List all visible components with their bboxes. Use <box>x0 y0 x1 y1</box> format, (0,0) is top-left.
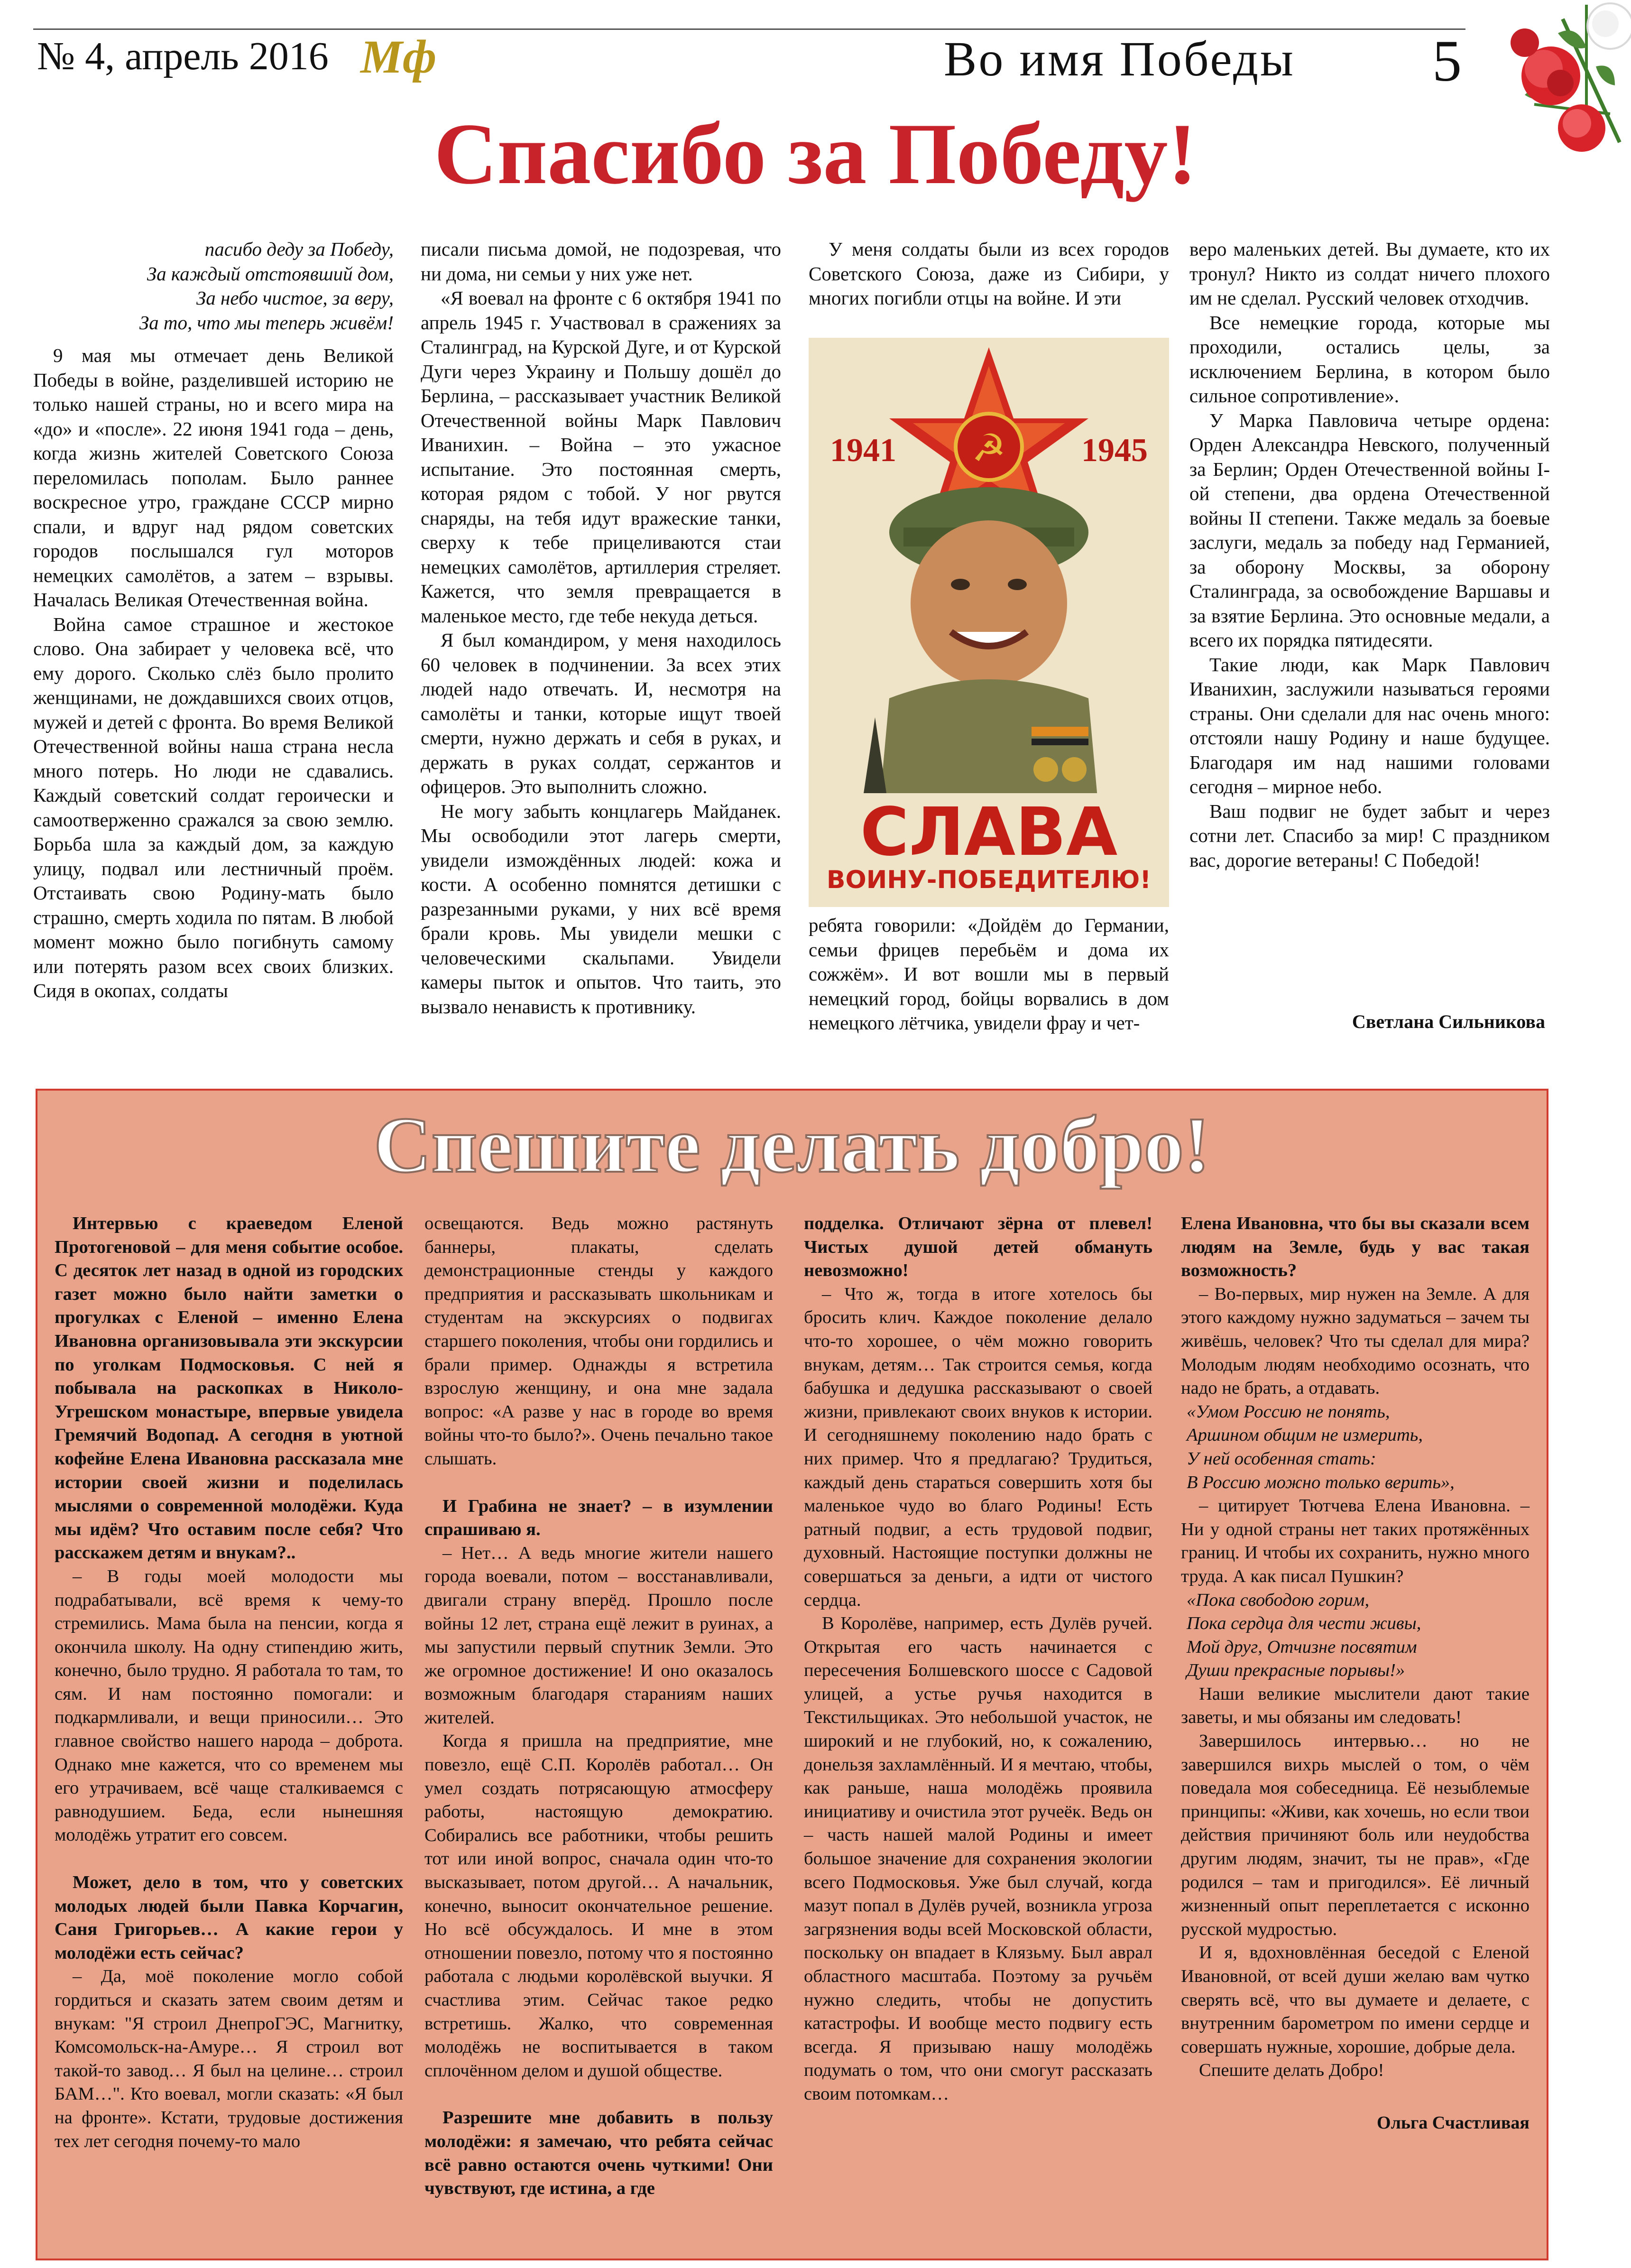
header-rule <box>33 28 1465 30</box>
paragraph: – цитирует Тютчева Елена Ивановна. – Ни у одной страны нет таких протяжённых границ. И чтобы их сохранить, нужно много труда. А как писал Пушкин? <box>1181 1496 1530 1586</box>
section-title: Во имя Победы <box>944 32 1295 86</box>
paragraph: ребята говорили: «Дойдём до Германии, семьи фрицев перебьём и дома их сожжём». И вот вошли мы в первый немецкий город, бойцы ворвались в дом немецкого лётчика, увидели фрау и чет- <box>809 914 1169 1034</box>
verse-line: Пока сердца для чести живы, <box>1187 1613 1421 1634</box>
page-number: 5 <box>1432 28 1462 93</box>
paragraph: И я, вдохновлённая беседой с Еленой Ивановной, от всей души желаю вам чутко сверять всё, что вы думаете и делаете, с внутренним барометром по имени сердце и совершать нужные, хорошие, добрые дела. <box>1181 1943 1530 2057</box>
paragraph: Завершилось интервью… но не завершился вихрь мыслей о том, о чём поведала моя собеседница. Её незыблемые принципы: «Живи, как хочешь, но если твои действия причиняют боль или неудобства другим людям, значит, ты не прав», «Где родился – там и пригодился». Её личный жизненный опыт переплетается с исконно русской мудростью. <box>1181 1731 1530 1939</box>
verse-line: За небо чистое, за веру, <box>196 287 394 309</box>
verse-line: У ней особенная стать: <box>1187 1448 1376 1469</box>
verse-line: «Пока свободою горим, <box>1187 1590 1370 1610</box>
paragraph: 9 мая мы отмечает день Великой Победы в войне, разделившей историю не только нашей страны, но и всего мира на «до» и «после». 22 июня 1941 года – день, когда жизнь жителей Советского Союза переломилась пополам. Было раннее воскресное утро, граждане СССР мирно спали, и вдруг над рядом советских городов послышался гул моторов немецких самолётов, а затем – взрывы. Началась Великая Отечественная война. <box>33 344 394 611</box>
paragraph: писали письма домой, не подозревая, что ни дома, ни семьи у них уже нет. <box>421 238 781 285</box>
interview-column-3 <box>804 1212 1152 2106</box>
paragraph: – Во-первых, мир нужен на Земле. А для этого каждому нужно задуматься – зачем ты живёшь, человек? Что ты сделал для мира? Молодым людям необходимо осознать, что надо не брать, а отдавать. <box>1181 1284 1530 1398</box>
article-title: Спешите делать добро! <box>374 1101 1210 1189</box>
interview-column-2 <box>424 1212 773 2201</box>
article-column-2 <box>421 237 781 1019</box>
verse-line: В Россию можно только верить», <box>1187 1472 1455 1492</box>
paragraph: Ваш подвиг не будет забыт и через сотни лет. Спасибо за мир! С праздником вас, дорогие ветераны! С Победой! <box>1189 800 1550 871</box>
article-column-1 <box>33 237 394 1003</box>
question: подделка. Отличают зёрна от плевел! Чистых душой детей обмануть невозможно! <box>804 1213 1152 1281</box>
poster-year-right: 1945 <box>1081 432 1148 469</box>
paragraph: Когда я пришла на предприятие, мне повезло, ещё С.П. Королёв работал… Он умел создать потрясающую атмосферу работы, настоящую демократию. Собирались все работники, чтобы решить тот или иной вопрос, сначала один что-то высказывает, потом другой… А начальник, конечно, выносит окончательное решение. Но всё обсуждалось. И мне в этом отношении повезло, потому что я постоянно работала с людьми королёвской выучки. Я счастлива этим. Сейчас такое редко встретишь. Жалко, что современная молодёжь не воспитывается в таком сплочённом делом и душой обществе. <box>424 1731 773 2081</box>
issue-label: № 4, апрель 2016 <box>37 34 329 78</box>
paragraph: У Марка Павловича четыре ордена: Орден Александра Невского, полученный за Берлин; Орден Отечественной войны I-ой степени, два ордена Отечественной войны II степени. Также медаль за боевые заслуги, медаль за победу над Германией, за оборону Москвы, за оборону Сталинграда, за освобождение Варшавы и за взятие Берлина. Это основные медали, а всего их порядка пятидесяти. <box>1189 409 1550 651</box>
paragraph: Такие люди, как Марк Павлович Иванихин, заслужили называться героями страны. Они сделали для нас очень много: отстояли нашу Родину и наше будущее. Благодаря им над нашими головами сегодня – мирное небо. <box>1189 653 1550 797</box>
newspaper-logo: Мф <box>360 30 437 83</box>
paragraph: Наши великие мыслители дают такие заветы, и мы обязаны им следовать! <box>1181 1684 1530 1728</box>
interview-column-1 <box>55 1212 403 2153</box>
paragraph: веро маленьких детей. Вы думаете, кто их тронул? Никто из солдат ничего плохого им не сделал. Русский человек отходчив. <box>1189 238 1550 309</box>
paragraph: – Что ж, тогда в итоге хотелось бы бросить клич. Каждое поколение делало что-то хорошее, о чём можно говорить внукам, детям… Так строится семья, когда бабушка и дедушка рассказывают о своей жизни, привлекают своих внуков к истории. И сегодняшнему поколению надо брать с них пример. Что я предлагаю? Трудиться, каждый день стараться совершить хотя бы маленькое чудо во благо Родины! Есть ратный подвиг, а есть трудовой подвиг, духовный. Настоящие поступки должны не совершаться за деньги, а идти от чистого сердца. <box>804 1284 1152 1610</box>
verse-line: За каждый отстоявший дом, <box>147 262 394 285</box>
verse-line: Мой друг, Отчизне посвятим <box>1187 1637 1417 1657</box>
paragraph: Война самое страшное и жестокое слово. Она забирает у человека всё, что ему дорого. Сколько слёз было пролито женщинами, не дождавшихся своих отцов, мужей и детей с фронта. Во время Великой Отечественной войны наша страна несла много потерь. Но люди не сдавались. Каждый советский солдат героически и самоотверженно сражался за свою землю. Борьба шла за каждый дом, за каждую улицу, подвал или лестничный проём. Отстаивать свою Родину-мать было страшно, смерть ходила по пятам. В любой момент можно было погибнуть самому или потерять разом всех своих близких. Сидя в окопах, солдаты <box>33 613 394 1001</box>
paragraph: «Я воевал на фронте с 6 октября 1941 по апрель 1945 г. Участвовал в сражениях за Сталинград, на Курской Дуге, и от Курской Дуги через Украину и Польшу дошёл до Берлина, – рассказывает участник Великой Отечественной войны Марк Павлович Иванихин. – Война – это ужасное испытание. Это постоянная смерть, которая рядом с тобой. У ног рвутся снаряды, на тебя идут вражеские танки, сверху к тебе прицеливаются стаи немецких самолётов, артиллерия стреляет. Кажется, что земля превращается в маленькое место, где тебе некуда деться. <box>421 287 781 627</box>
paragraph: Не могу забыть концлагерь Майданек. Мы освободили этот лагерь смерти, увидели измождённых людей: кожа и кости. А особенно помнятся детишки с разрезанными руками, у них всё время брали кровь. Мы увидели мешки с человеческими скальпами. Увидели камеры пыток и опытов. Что таить, это вызвало ненависть к противнику. <box>421 800 781 1018</box>
question: Разрешите мне добавить в пользу молодёжи: я замечаю, что ребята сейчас всё равно остаются очень чуткими! Они чувствуют, где истина, а где <box>424 2108 773 2199</box>
epigraph-verse <box>33 237 394 335</box>
verse-line: Аршином общим не измерить, <box>1187 1425 1423 1445</box>
paragraph: Интервью с краеведом Еленой Протогеновой – для меня событие особое. С десяток лет назад в одной из городских газет можно было найти заметки о прогулках с Еленой – именно Елена Ивановна организовывала эти экскурсии по уголкам Подмосковья. С ней я побывала на раскопках в Николо-Угрешском монастыре, впервые увидела Гремячий Водопад. А сегодня в уютной кофейне Елена Ивановна рассказала мне истории своей жизни и поделилась мыслями о современной молодёжи. Куда мы идём? Что оставим после себя? Что расскажем детям и внукам?.. <box>55 1213 403 1563</box>
poster-year-left: 1941 <box>830 432 896 469</box>
verse-line: «Умом Россию не понять, <box>1187 1401 1390 1422</box>
war-poster-image <box>809 338 1169 907</box>
paragraph: Все немецкие города, которые мы проходили, остались целы, за исключением Берлина, в котором было сильное сопротивление». <box>1189 311 1550 407</box>
poster-slogan-small: ВОИНУ-ПОБЕДИТЕЛЮ! <box>826 866 1152 894</box>
question: И Грабина не знает? – в изумлении спрашиваю я. <box>424 1496 773 1540</box>
verse-line: Души прекрасные порывы!» <box>1187 1660 1405 1681</box>
paragraph: Я был командиром, у меня находилось 60 человек в подчинении. За всех этих людей надо отвечать. И, несмотря на самолёты и танки, которые ищут твоей смерти, нужно держать и себя в руках, и держать в руках солдат, сержантов и офицеров. Это выполнить сложно. <box>421 629 781 797</box>
paragraph: У меня солдаты были из всех городов Советского Союза, даже из Сибири, у многих погибли отцы на войне. И эти <box>809 238 1169 309</box>
verse-line: пасибо деду за Победу, <box>204 238 394 260</box>
article-column-4 <box>1189 237 1550 872</box>
poster-slogan-big: СЛАВА <box>860 794 1118 871</box>
verse-line: За то, что мы теперь живём! <box>139 311 394 333</box>
paragraph: – Нет… А ведь многие жители нашего города воевали, потом – восстанавливали, двигали страну вперёд. Прошло после войны 12 лет, страна ещё лежит в руинах, а мы запустили первый спутник Земли. Это же огромное достижение! И оно оказалось возможным благодаря стараниям наших жителей. <box>424 1543 773 1728</box>
paragraph: – Да, моё поколение могло собой гордиться и сказать затем своим детям и внукам: "Я строил ДнепроГЭС, Магнитку, Комсомольск-на-Амуре… Я строил вот такой-то завод… Я был на целине… строил БАМ…". Кто воевал, могли сказать: «Я был на фронте». Кстати, трудовые достижения тех лет сегодня почему-то мало <box>55 1966 403 2151</box>
article-column-3-top <box>809 237 1169 311</box>
article-column-3-bottom <box>809 913 1169 1036</box>
paragraph: Спешите делать Добро! <box>1199 2060 1384 2081</box>
author-signature: Светлана Сильникова <box>1352 1011 1545 1032</box>
question: Может, дело в том, что у советских молодых людей были Павка Корчагин, Саня Григорьев… А какие герои у молодёжи есть сейчас? <box>55 1872 403 1963</box>
interview-column-4 <box>1181 1212 1530 2083</box>
author-signature: Ольга Счастливая <box>1377 2113 1530 2133</box>
question: Елена Ивановна, что бы вы сказали всем людям на Земле, будь у вас такая возможность? <box>1181 1213 1530 1281</box>
article-title: Спасибо за Победу! <box>434 105 1197 202</box>
paragraph: освещаются. Ведь можно растянуть баннеры, плакаты, сделать демонстрационные стенды у каждого предприятия и рассказывать школьникам и студентам на экскурсиях о подвигах старшего поколения, чтобы они гордились и брали пример. Однажды я встретила взрослую женщину, и она мне задала вопрос: «А разве у нас в городе во время войны что-то было?». Очень печально такое слышать. <box>424 1213 773 1469</box>
paragraph: – В годы моей молодости мы подрабатывали, всё время к чему-то стремились. Мама была на пенсии, когда я окончила школу. На одну стипендию жить, конечно, было трудно. Я работала то там, то сям. И нам постоянно помогали: и подкармливали, и вещи приносили… Это главное свойство нашего народа – доброта. Однако мне кажется, что со временем мы его утрачиваем, всё чаще сталкиваемся с равнодушием. Беда, если нынешняя молодёжь утратит его совсем. <box>55 1566 403 1845</box>
paragraph: В Королёве, например, есть Дулёв ручей. Открытая его часть начинается с пересечения Болшевского шоссе с Садовой улицей, а устье ручья находится в Текстильщиках. Это небольшой участок, не широкий и не глубокий, но, к сожалению, донельзя захламлённый. И я мечтаю, чтобы, как раньше, наша молодёжь проявила инициативу и очистила этот ручеёк. Ведь он – часть нашей малой Родины и имеет большое значение для сохранения экологии всего Подмосковья. Уже был случай, когда мазут попал в Дулёв ручей, возникла угроза загрязнения воды всей Московской области, поскольку он впадает в Клязьму. Был аврал областного масштаба. Поэтому за ручьём нужно следить, чтобы не допустить катастрофы. И вообще место подвигу есть всегда. Я призываю нашу молодёжь подумать о том, что они смогут рассказать своим потомкам… <box>804 1613 1152 2104</box>
svg-text:☭: ☭ <box>972 426 1006 470</box>
